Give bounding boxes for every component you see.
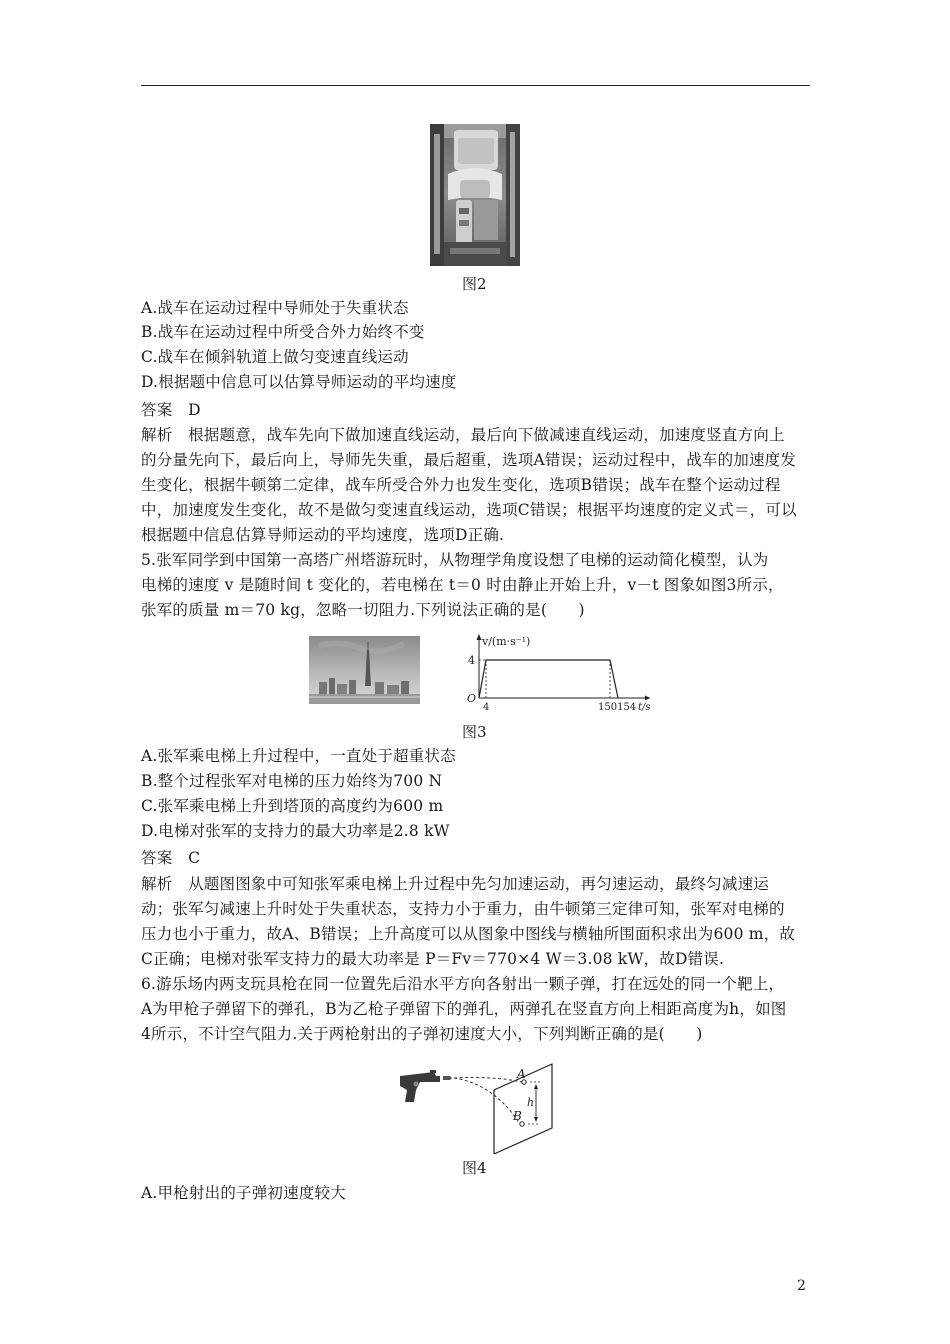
q5-stem-line-3: 张军的质量 m＝70 kg，忽略一切阻力.下列说法正确的是( ) <box>141 601 585 619</box>
q5-option-c: C.张军乘电梯上升到塔顶的高度约为600 m <box>141 797 444 815</box>
q5-option-d: D.电梯对张军的支持力的最大功率是2.8 kW <box>141 822 450 840</box>
q5-analysis-line-1: 解析 从题图图象中可知张军乘电梯上升过程中先匀加速运动，再匀速运动，最终匀减速运 <box>141 875 770 893</box>
q4-option-b: B.战车在运动过程中所受合外力始终不变 <box>141 323 425 341</box>
q6-stem-line-2: A为甲枪子弹留下的弹孔，B为乙枪子弹留下的弹孔，两弹孔在竖直方向上相距高度为h，如图 <box>141 1000 787 1018</box>
bullet-icon <box>443 1076 452 1080</box>
q4-analysis-line-2: 的分量先向下，最后向上，导师先失重，最后超重，选项A错误；运动过程中，战车的加速度发 <box>141 451 797 469</box>
fig3-photo-image <box>309 636 420 704</box>
fig3-x-axis-label: t/s <box>638 702 651 712</box>
q5-stem-line-2: 电梯的速度 v 是随时间 t 变化的，若电梯在 t＝0 时由静止开始上升，v－t 图象如图3所示， <box>141 576 784 594</box>
q5-analysis-line-2: 动；张军匀减速上升时处于失重状态，支持力小于重力，由牛顿第三定律可知，张军对电梯的 <box>141 900 785 918</box>
fig3-y-axis-label: v/(m·s⁻¹) <box>482 635 531 648</box>
label-a: A <box>517 1067 526 1081</box>
fig3-origin-label: O <box>467 692 477 705</box>
trajectory-a <box>454 1078 522 1083</box>
q4-analysis-line-4: 中，加速度发生变化，故不是做匀变速直线运动，选项C错误；根据平均速度的定义式＝，可以 <box>141 501 797 519</box>
q5-option-b: B.整个过程张军对电梯的压力始终为700 N <box>141 772 443 790</box>
fig3-vt-graph <box>460 632 660 712</box>
fig3-y-arrow <box>477 634 482 640</box>
fig3-x-tick-4: 4 <box>483 702 490 712</box>
fig4-caption: 图4 <box>462 1159 487 1177</box>
fig3-photo <box>309 636 420 704</box>
q4-analysis-line-3: 生变化，根据牛顿第二定律，战车所受合外力也发生变化，选项B错误；战车在整个运动过程 <box>141 476 781 494</box>
label-b: B <box>513 1109 522 1123</box>
q4-answer: 答案 D <box>141 401 201 419</box>
q5-answer: 答案 C <box>141 849 201 867</box>
fig4-diagram <box>394 1062 564 1154</box>
gun-icon <box>400 1070 440 1102</box>
fig2-photo-image <box>430 124 520 266</box>
q4-analysis-line-5: 根据题中信息估算导师运动的平均速度，选项D正确. <box>141 526 505 544</box>
q5-option-a: A.张军乘电梯上升过程中，一直处于超重状态 <box>141 747 456 765</box>
q4-analysis-line-1: 解析 根据题意，战车先向下做加速直线运动，最后向下做减速直线运动，加速度竖直方向上 <box>141 426 785 444</box>
fig3-vt-line <box>479 660 618 698</box>
q4-option-a: A.战车在运动过程中导师处于失重状态 <box>141 299 409 317</box>
q5-analysis-line-3: 压力也小于重力，故A、B错误；上升高度可以从图象中图线与横轴所围面积求出为600 m，故 <box>141 925 796 943</box>
q4-option-d: D.根据题中信息可以估算导师运动的平均速度 <box>141 373 457 391</box>
q4-option-c: C.战车在倾斜轨道上做匀变速直线运动 <box>141 348 409 366</box>
fig3-y-tick-4: 4 <box>468 654 475 667</box>
q6-stem-line-1: 6.游乐场内两支玩具枪在同一位置先后沿水平方向各射出一颗子弹，打在远处的同一个靶上， <box>141 975 785 993</box>
fig2-caption: 图2 <box>462 275 487 293</box>
header-rule <box>141 85 810 86</box>
q6-stem-line-3: 4所示，不计空气阻力.关于两枪射出的子弹初速度大小，下列判断正确的是( ) <box>141 1025 703 1043</box>
fig3-caption: 图3 <box>462 723 487 741</box>
fig3-x-arrow <box>645 696 650 701</box>
q5-analysis-line-4: C正确；电梯对张军支持力的最大功率是 P＝Fv＝770×4 W＝3.08 kW，故D错误. <box>141 950 725 968</box>
fig3-x-tick-150-154: 150154 <box>598 702 637 712</box>
fig2-photo <box>430 124 520 266</box>
q5-stem-line-1: 5.张军同学到中国第一高塔广州塔游玩时，从物理学角度设想了电梯的运动简化模型，认为 <box>141 551 769 569</box>
q6-option-a: A.甲枪射出的子弹初速度较大 <box>141 1184 346 1202</box>
page-number: 2 <box>797 1278 806 1294</box>
label-h: h <box>527 1096 535 1109</box>
